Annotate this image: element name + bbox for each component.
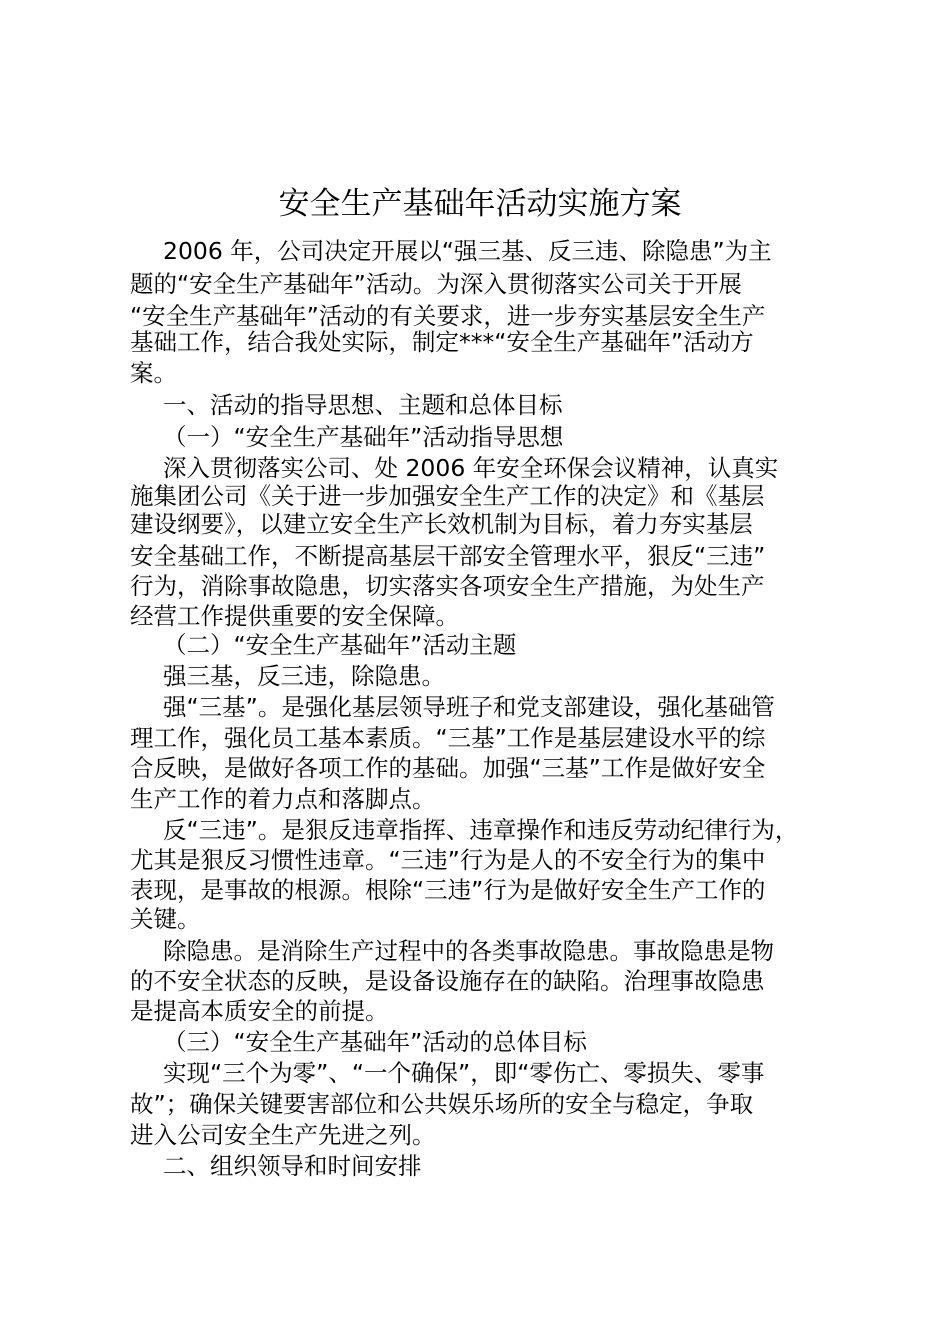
- paragraph-line: 建设纲要》，以建立安全生产长效机制为目标，着力夯实基层: [130, 510, 753, 538]
- paragraph-line: 进入公司安全生产先进之列。: [130, 1121, 436, 1149]
- paragraph-line: 经营工作提供重要的安全保障。: [130, 602, 459, 630]
- paragraph-line: 生产工作的着力点和落脚点。: [130, 785, 436, 813]
- subsection-heading: （二）“安全生产基础年”活动主题: [163, 631, 517, 659]
- paragraph-line: 表现，是事故的根源。根除“三违”行为是做好安全生产工作的: [130, 876, 766, 904]
- paragraph-line: 实现“三个为零”、“一个确保”，即“零伤亡、零损失、零事: [163, 1059, 765, 1087]
- paragraph-line: 深入贯彻落实公司、处 2006 年安全环保会议精神，认真实: [163, 454, 779, 482]
- subsection-heading: （一）“安全生产基础年”活动指导思想: [163, 423, 564, 451]
- paragraph-line: 的不安全状态的反映，是设备设施存在的缺陷。治理事故隐患: [130, 967, 765, 995]
- paragraph-line: 2006 年，公司决定开展以“强三基、反三违、除隐患”为主: [163, 237, 772, 265]
- paragraph-line: 理工作，强化员工基本素质。“三基”工作是基层建设水平的综: [130, 724, 766, 752]
- document-title: 安全生产基础年活动实施方案: [278, 186, 682, 222]
- paragraph-line: 关键。: [130, 905, 201, 933]
- section-heading: 一、活动的指导思想、主题和总体目标: [163, 391, 563, 419]
- paragraph-line: 故”；确保关键要害部位和公共娱乐场所的安全与稳定，争取: [130, 1090, 754, 1118]
- section-heading: 二、组织领导和时间安排: [163, 1152, 422, 1180]
- paragraph-line: 是提高本质安全的前提。: [130, 997, 389, 1025]
- paragraph-line: 强“三基”。是强化基层领导班子和党支部建设，强化基础管: [163, 693, 775, 721]
- paragraph-line: 题的“安全生产基础年”活动。为深入贯彻落实公司关于开展: [130, 270, 742, 298]
- paragraph-line: 案。: [130, 359, 177, 387]
- paragraph-line: 除隐患。是消除生产过程中的各类事故隐患。事故隐患是物: [163, 937, 774, 965]
- paragraph-line: 安全基础工作，不断提高基层干部安全管理水平，狠反“三违”: [130, 542, 766, 570]
- paragraph-line: 合反映，是做好各项工作的基础。加强“三基”工作是做好安全: [130, 754, 766, 782]
- paragraph-line: 行为，消除事故隐患，切实落实各项安全生产措施，为处生产: [130, 572, 765, 600]
- paragraph-line: 施集团公司《关于进一步加强安全生产工作的决定》和《基层: [130, 482, 765, 510]
- paragraph-line: 尤其是狠反习惯性违章。“三违”行为是人的不安全行为的集中: [130, 846, 766, 874]
- subsection-heading: （三）“安全生产基础年”活动的总体目标: [163, 1028, 587, 1056]
- paragraph-line: 基础工作，结合我处实际，制定***“安全生产基础年”活动方: [130, 328, 754, 356]
- paragraph-line: 反“三违”。是狠反违章指挥、违章操作和违反劳动纪律行为，: [163, 816, 799, 844]
- paragraph-line: “安全生产基础年”活动的有关要求，进一步夯实基层安全生产: [130, 302, 766, 330]
- paragraph-line: 强三基，反三违，除隐患。: [163, 662, 445, 690]
